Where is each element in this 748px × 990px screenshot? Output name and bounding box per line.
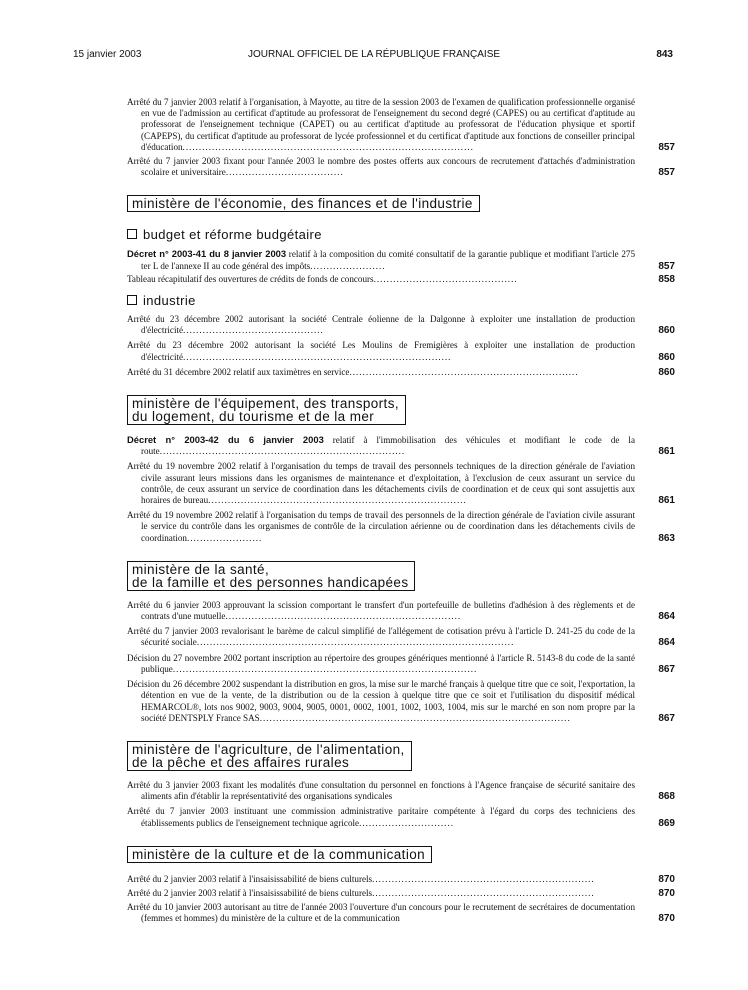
toc-entry[interactable]: Arrêté du 23 décembre 2002 autorisant la société Centrale éolienne de la Dalgonne à exploiter une installation de production d'électricité........................................... 860 bbox=[127, 314, 675, 337]
table-of-contents bbox=[127, 97, 675, 927]
toc-entry[interactable]: Arrêté du 19 novembre 2002 relatif à l'organisation du temps de travail des personnels de la direction générale de l'aviation civile assurant le service du contrôle dans les organismes de contrôle de la circulation aérienne ou de coordination dans les détachements civils de coordination....................... 863 bbox=[127, 510, 675, 544]
entry-text: Arrêté du 7 janvier 2003 instituant une commission administrative paritaire compétente à l'égard du corps des techniciens des établissements publics de l'enseignement technique agricole bbox=[127, 806, 635, 828]
entry-page: 870 bbox=[658, 913, 675, 925]
decree-lead: Décret n° 2003-41 du 8 janvier 2003 bbox=[127, 248, 287, 260]
toc-entry[interactable]: Arrêté du 2 janvier 2003 relatif à l'insaisissabilité de biens culturels.................................................................... 870 bbox=[127, 873, 675, 885]
ministry-heading: ministère de l'équipement, des transports, du logement, du tourisme et de la mer bbox=[127, 395, 406, 425]
entry-page: 857 bbox=[658, 167, 675, 179]
entries-top bbox=[127, 97, 675, 178]
section-heading: industrie bbox=[127, 293, 675, 308]
toc-entry[interactable]: Décret n° 2003-42 du 6 janvier 2003 relatif à l'immobilisation des véhicules et modifiant le code de la route........................................................................... 861 bbox=[127, 434, 675, 458]
ministry-heading: ministère de l'agriculture, de l'alimentation, de la pêche et des affaires rurales bbox=[127, 741, 412, 771]
entry-page: 867 bbox=[658, 712, 675, 724]
entry-text: Arrêté du 3 janvier 2003 fixant les modalités d'une consultation du personnel en fonctions à l'Agence française de sécurité sanitaire des aliments afin d'établir la représentativité des organisations syndicales bbox=[127, 779, 635, 802]
entry-text: relatif à l'immobilisation des véhicules et modifiant le code de la route bbox=[141, 435, 635, 457]
toc-entry[interactable]: Arrêté du 7 janvier 2003 relatif à l'organisation, à Mayotte, au titre de la session 2003 de l'examen de qualification professionnelle organisé en vue de l'admission au certificat d'aptitude au professorat de l'enseignement du second degré (CAPES) ou au certificat d'aptitude au professorat de l'enseignement technique (CAPET) ou au certificat d'aptitude au professorat de l'éducation physique et sportif (CAPEPS), du certificat d'aptitude au professorat de lycée professionnel et du certificat d'aptitude aux fonctions de conseiller principal d'éducation......................................................................................... 857 bbox=[127, 97, 675, 153]
entry-page: 861 bbox=[658, 495, 675, 507]
decree-lead: Décret n° 2003-42 du 6 janvier 2003 bbox=[127, 434, 324, 446]
entry-text: Arrêté du 19 novembre 2002 relatif à l'organisation du temps de travail des personnels techniques de la direction générale de l'aviation civile assurant leurs missions dans les organismes de maintenance et d'exploitation, à l'exclusion de ceux assurant un service du contrôle, de ceux assurant un service de coordination dans les détachements civils de coordination et de ceux qui sont assujettis aux horaires de bureau bbox=[127, 461, 635, 506]
toc-entry[interactable] bbox=[127, 780, 675, 802]
toc-entry[interactable]: Arrêté du 7 janvier 2003 revalorisant le barème de calcul simplifié de l'allégement de cotisation prévu à l'article D. 241-25 du code de la sécurité sociale................................................................................................. 864 bbox=[127, 626, 675, 649]
ministry-block-culture bbox=[127, 846, 675, 925]
ministry-heading: ministère de l'économie, des finances et de l'industrie bbox=[127, 195, 480, 212]
entry-text: Arrêté du 19 novembre 2002 relatif à l'organisation du temps de travail des personnels de la direction générale de l'aviation civile assurant le service du contrôle dans les organismes de contrôle de la circulation aérienne ou de coordination dans les détachements civils de coordination bbox=[127, 510, 635, 543]
entry-text: Arrêté du 2 janvier 2003 relatif à l'insaisissabilité de biens culturels bbox=[127, 873, 373, 884]
ministry-heading: ministère de la culture et de la communication bbox=[127, 846, 432, 863]
entry-page: 860 bbox=[658, 351, 675, 363]
entry-text: Décision du 27 novembre 2002 portant inscription au répertoire des groupes génériques mentionné à l'article R. 5143-8 du code de la santé publique bbox=[127, 652, 635, 674]
entry-text: Arrêté du 7 janvier 2003 relatif à l'organisation, à Mayotte, au titre de la session 2003 de l'examen de qualification professionnelle organisé en vue de l'admission au certificat d'aptitude au professorat de l'enseignement du second degré (CAPES) ou au certificat d'aptitude au professorat de l'enseignement technique (CAPET) ou au certificat d'aptitude au professorat de l'éducation physique et sportif (CAPEPS), du certificat d'aptitude au professorat de lycée professionnel et du certificat d'aptitude aux fonctions de conseiller principal d'éducation bbox=[127, 97, 635, 152]
toc-entry[interactable]: Décret n° 2003-41 du 8 janvier 2003 relatif à la composition du comité consultatif de la garantie publique et modifiant l'article 275 ter L de l'annexe II au code général des impôts....................... 857 bbox=[127, 248, 675, 272]
entry-page: 857 bbox=[658, 141, 675, 153]
section-heading: budget et réforme budgétaire bbox=[127, 227, 675, 242]
entry-page: 863 bbox=[658, 532, 675, 544]
entry-text: Arrêté du 2 janvier 2003 relatif à l'insaisissabilité de biens culturels bbox=[127, 887, 373, 898]
entry-page: 860 bbox=[658, 325, 675, 337]
entry-text: Arrêté du 31 décembre 2002 relatif aux taximètres en service bbox=[127, 366, 350, 377]
checkbox-square-icon bbox=[127, 229, 137, 239]
toc-entry[interactable]: Arrêté du 7 janvier 2003 fixant pour l'année 2003 le nombre des postes offerts aux concours de recrutement d'attachés d'administration scolaire et universitaire.................................... 857 bbox=[127, 156, 675, 179]
entry-page: 860 bbox=[658, 366, 675, 378]
toc-entry[interactable]: Décision du 26 décembre 2002 suspendant la distribution en gros, la mise sur le marché français à quelque titre que ce soit, l'exportation, la détention en vue de la vente, de la distribution ou de la cession à quelque titre que ce soit et l'utilisation du dispositif médical HEMARCOL®, lots nos 9002, 9003, 9004, 9005, 0001, 0002, 1001, 1002, 1003, 1004, mis sur le marché en son nom propre par la société DENTSPLY France SAS............................................................................................... 867 bbox=[127, 679, 675, 724]
toc-entry[interactable]: Arrêté du 7 janvier 2003 instituant une commission administrative paritaire compétente à l'égard du corps des techniciens des établissements publics de l'enseignement technique agricole............................. 869 bbox=[127, 806, 675, 829]
entry-text: Arrêté du 7 janvier 2003 fixant pour l'année 2003 le nombre des postes offerts aux concours de recrutement d'attachés d'administration scolaire et universitaire bbox=[127, 156, 635, 178]
entry-text: relatif à la composition du comité consultatif de la garantie publique et modifiant l'article 275 ter L de l'annexe II au code général des impôts bbox=[141, 249, 635, 271]
checkbox-square-icon bbox=[127, 295, 137, 305]
ministry-block-economie bbox=[127, 195, 675, 378]
toc-entry[interactable]: Tableau récapitulatif des ouvertures de crédits de fonds de concours............................................ 858 bbox=[127, 273, 675, 285]
toc-entry[interactable]: Arrêté du 6 janvier 2003 approuvant la scission comportant le transfert d'un portefeuille de bulletins d'adhésion à des règlements et de contrats d'une mutuelle........................................................................ 864 bbox=[127, 599, 675, 623]
entry-page: 864 bbox=[658, 637, 675, 649]
entry-page: 869 bbox=[658, 817, 675, 829]
ministry-block-sante bbox=[127, 561, 675, 724]
entry-page: 870 bbox=[658, 887, 675, 899]
entry-text: Arrêté du 23 décembre 2002 autorisant la société Centrale éolienne de la Dalgonne à exploiter une installation de production d'électricité bbox=[127, 314, 635, 336]
toc-entry[interactable]: Arrêté du 2 janvier 2003 relatif à l'insaisissabilité de biens culturels.................................................................... 870 bbox=[127, 887, 675, 899]
entry-page: 867 bbox=[658, 663, 675, 675]
entry-page: 861 bbox=[658, 446, 675, 458]
toc-entry[interactable]: Arrêté du 31 décembre 2002 relatif aux taximètres en service...................................................................... 860 bbox=[127, 366, 675, 378]
running-header bbox=[0, 49, 748, 65]
ministry-block-agriculture bbox=[127, 741, 675, 829]
toc-entry[interactable] bbox=[127, 902, 675, 924]
entry-page: 858 bbox=[658, 273, 675, 285]
entry-text: Arrêté du 6 janvier 2003 approuvant la scission comportant le transfert d'un portefeuille de bulletins d'adhésion à des règlements et de contrats d'une mutuelle bbox=[127, 599, 635, 622]
ministry-block-equipement bbox=[127, 395, 675, 544]
header-date: 15 janvier 2003 bbox=[73, 49, 142, 60]
entry-text: Arrêté du 23 décembre 2002 autorisant la société Les Moulins de Fremigières à exploiter une installation de production d'électricité bbox=[127, 340, 635, 362]
header-page-number: 843 bbox=[656, 49, 673, 60]
journal-title: JOURNAL OFFICIEL DE LA RÉPUBLIQUE FRANÇAISE bbox=[247, 49, 501, 60]
entry-text: Arrêté du 10 janvier 2003 autorisant au titre de l'année 2003 l'ouverture d'un concours pour le recrutement de secrétaires de documentation (femmes et hommes) du ministère de la culture et de la communication bbox=[127, 902, 635, 924]
entry-text: Décision du 26 décembre 2002 suspendant la distribution en gros, la mise sur le marché français à quelque titre que ce soit, l'exportation, la détention en vue de la vente, de la distribution ou de la cession à quelque titre que ce soit et l'utilisation du dispositif médical HEMARCOL®, lots nos 9002, 9003, 9004, 9005, 0001, 0002, 1001, 1002, 1003, 1004, mis sur le marché en son nom propre par la société DENTSPLY France SAS bbox=[127, 679, 635, 723]
toc-entry[interactable]: Décision du 27 novembre 2002 portant inscription au répertoire des groupes génériques mentionné à l'article R. 5143-8 du code de la santé publique............................................................................................. 867 bbox=[127, 652, 675, 675]
entry-text: Tableau récapitulatif des ouvertures de crédits de fonds de concours bbox=[127, 273, 374, 284]
entry-page: 870 bbox=[658, 873, 675, 885]
toc-entry[interactable]: Arrêté du 19 novembre 2002 relatif à l'organisation du temps de travail des personnels techniques de la direction générale de l'aviation civile assurant leurs missions dans les organismes de maintenance et d'exploitation, à l'exclusion de ceux assurant un service du contrôle, de ceux assurant un service de coordination dans les détachements civils de coordination et de ceux qui sont assujettis aux horaires de bureau............................................................................... 861 bbox=[127, 461, 675, 507]
entry-page: 857 bbox=[658, 260, 675, 272]
entry-page: 864 bbox=[658, 611, 675, 623]
entry-text: Arrêté du 7 janvier 2003 revalorisant le barème de calcul simplifié de l'allégement de cotisation prévu à l'article D. 241-25 du code de la sécurité sociale bbox=[127, 626, 635, 648]
toc-entry[interactable]: Arrêté du 23 décembre 2002 autorisant la société Les Moulins de Fremigières à exploiter une installation de production d'électricité.................................................................................. 860 bbox=[127, 340, 675, 363]
ministry-heading: ministère de la santé, de la famille et des personnes handicapées bbox=[127, 561, 415, 591]
entry-page: 868 bbox=[658, 791, 675, 803]
